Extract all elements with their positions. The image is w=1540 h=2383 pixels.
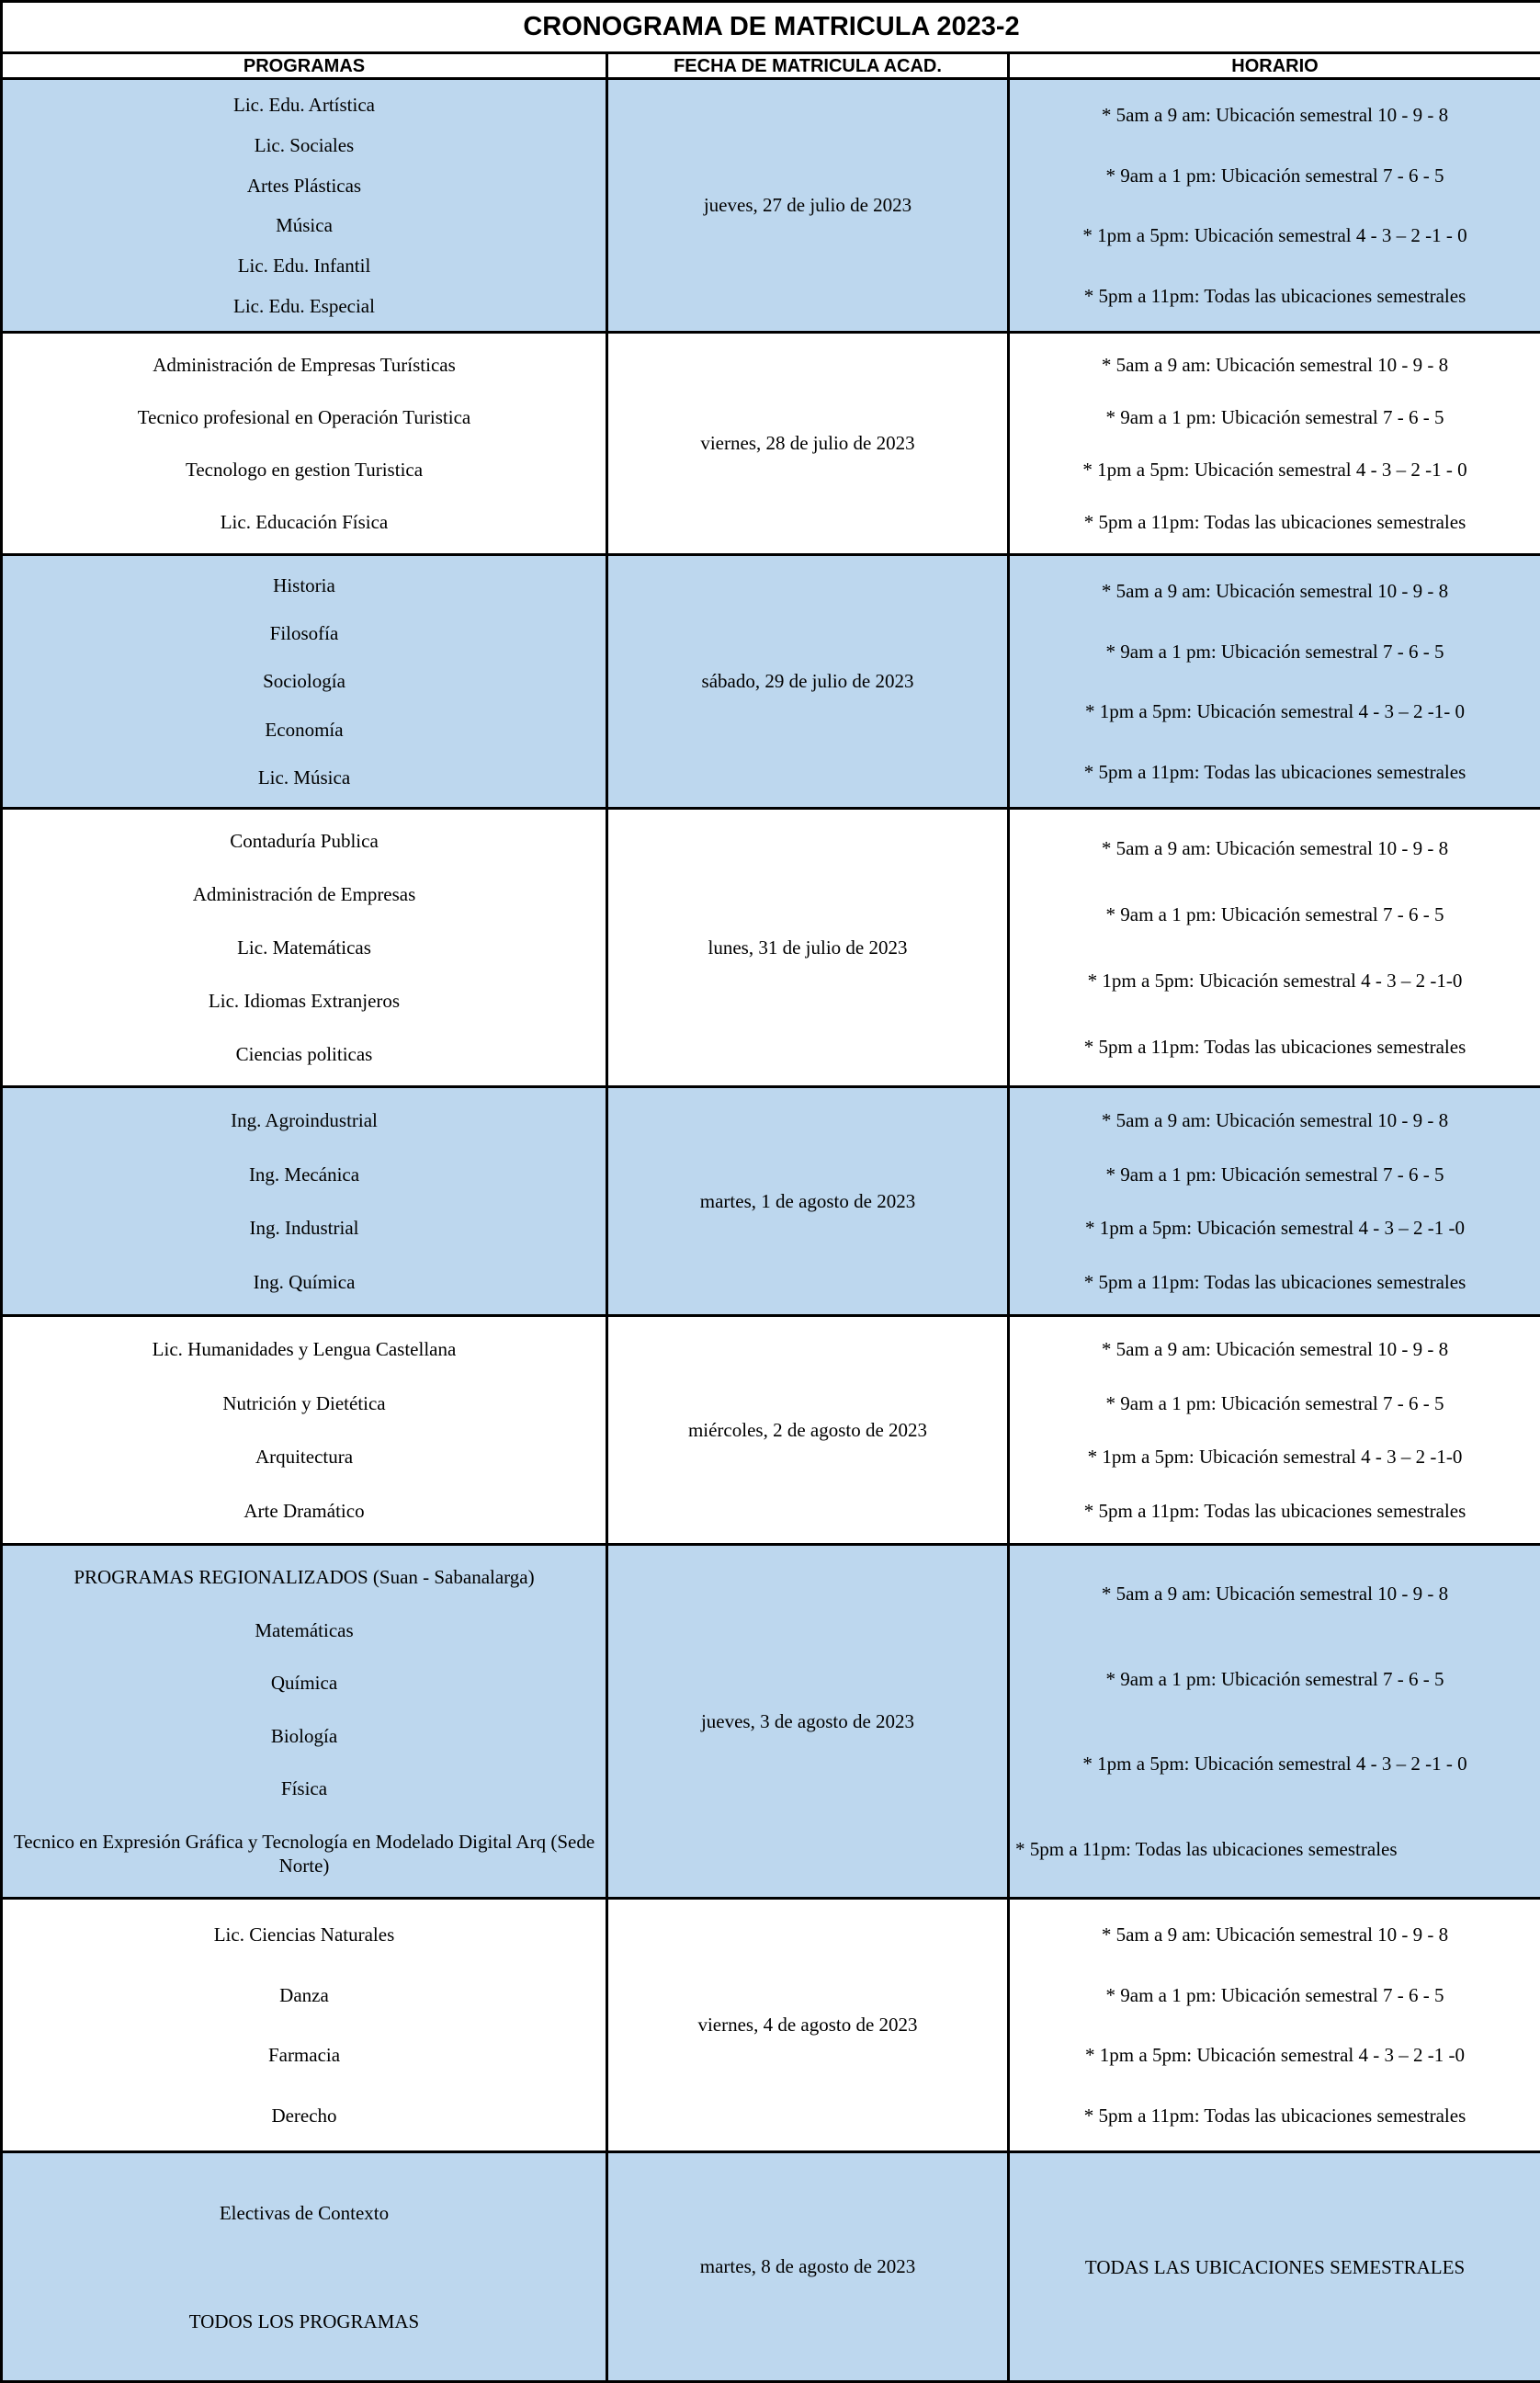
- hour-slot: * 1pm a 5pm: Ubicación semestral 4 - 3 – 2 -1 - 0: [1082, 224, 1467, 247]
- program-item: Ing. Mecánica: [248, 1163, 360, 1186]
- program-item: Lic. Idiomas Extranjeros: [208, 989, 401, 1012]
- table-row: [2, 1316, 1540, 1545]
- hours-list: [1015, 2159, 1534, 2376]
- program-item: Arquitectura: [255, 1446, 354, 1469]
- program-item: Derecho: [271, 2104, 337, 2127]
- program-item: Tecnico profesional en Operación Turistica: [137, 406, 471, 428]
- table-row: [2, 79, 1540, 333]
- programs-cell: [2, 555, 607, 809]
- program-item: Lic. Edu. Especial: [233, 294, 375, 317]
- table-row: [2, 2152, 1540, 2382]
- date-cell: miércoles, 2 de agosto de 2023: [607, 1316, 1009, 1545]
- date-cell: martes, 8 de agosto de 2023: [607, 2152, 1009, 2382]
- hours-cell: [1009, 333, 1540, 555]
- hour-slot: * 9am a 1 pm: Ubicación semestral 7 - 6 - 5: [1105, 640, 1444, 663]
- table-row: [2, 1545, 1540, 1899]
- programs-cell: [2, 1545, 607, 1899]
- programs-cell: [2, 2152, 607, 2382]
- program-item: Electivas de Contexto: [219, 2201, 390, 2224]
- hours-list: [1015, 1905, 1534, 2146]
- hour-slot: * 9am a 1 pm: Ubicación semestral 7 - 6 - 5: [1105, 1163, 1444, 1186]
- hour-slot: * 9am a 1 pm: Ubicación semestral 7 - 6 - 5: [1105, 406, 1444, 428]
- date-cell: sábado, 29 de julio de 2023: [607, 555, 1009, 809]
- hours-cell: [1009, 555, 1540, 809]
- date-cell: jueves, 3 de agosto de 2023: [607, 1545, 1009, 1899]
- hour-slot: * 1pm a 5pm: Ubicación semestral 4 - 3 – 2 -1 - 0: [1082, 459, 1467, 481]
- program-item: Lic. Sociales: [254, 133, 355, 156]
- programs-list: [10, 1094, 598, 1310]
- hour-slot: TODAS LAS UBICACIONES SEMESTRALES: [1084, 2255, 1466, 2278]
- programs-list: [10, 1322, 598, 1538]
- program-item: Lic. Edu. Artística: [233, 94, 375, 117]
- programs-cell: [2, 1087, 607, 1316]
- hours-list: [1015, 562, 1534, 802]
- table-row: [2, 333, 1540, 555]
- hour-slot: * 5pm a 11pm: Todas las ubicaciones semestrales: [1083, 2104, 1466, 2127]
- hours-list: [1015, 1094, 1534, 1310]
- hours-list: [1015, 85, 1534, 326]
- hours-cell: [1009, 1316, 1540, 1545]
- program-item: PROGRAMAS REGIONALIZADOS (Suan - Sabanalarga): [74, 1566, 535, 1589]
- hour-slot: * 5pm a 11pm: Todas las ubicaciones semestrales: [1083, 511, 1466, 533]
- hour-slot: * 9am a 1 pm: Ubicación semestral 7 - 6 - 5: [1105, 164, 1444, 187]
- programs-cell: [2, 1899, 607, 2152]
- program-item: Ing. Agroindustrial: [231, 1108, 378, 1131]
- program-item: Danza: [279, 1983, 329, 2006]
- hours-list: [1015, 339, 1534, 549]
- hour-slot: * 5pm a 11pm: Todas las ubicaciones semestrales: [1083, 760, 1466, 783]
- date-cell: viernes, 4 de agosto de 2023: [607, 1899, 1009, 2152]
- programs-list: [10, 1551, 598, 1892]
- hour-slot: * 5am a 9 am: Ubicación semestral 10 - 9 - 8: [1101, 1108, 1449, 1131]
- program-item: Arte Dramático: [243, 1500, 365, 1523]
- column-header-hours: HORARIO: [1009, 53, 1540, 79]
- date-cell: jueves, 27 de julio de 2023: [607, 79, 1009, 333]
- hour-slot: * 1pm a 5pm: Ubicación semestral 4 - 3 – 2 -1 -0: [1085, 1217, 1465, 1240]
- program-item: Tecnologo en gestion Turistica: [185, 459, 424, 481]
- hours-cell: [1009, 809, 1540, 1087]
- program-item: Contaduría Publica: [230, 830, 379, 853]
- hour-slot: * 5am a 9 am: Ubicación semestral 10 - 9 - 8: [1101, 354, 1449, 376]
- program-item: Ciencias politicas: [235, 1042, 373, 1065]
- schedule-rows: [2, 79, 1540, 2382]
- programs-list: [10, 339, 598, 549]
- hour-slot: * 9am a 1 pm: Ubicación semestral 7 - 6 - 5: [1105, 1667, 1444, 1690]
- programs-list: [10, 85, 598, 326]
- hour-slot: * 1pm a 5pm: Ubicación semestral 4 - 3 – 2 -1 - 0: [1082, 1753, 1467, 1776]
- hours-cell: [1009, 79, 1540, 333]
- table-row: [2, 809, 1540, 1087]
- hour-slot: * 5am a 9 am: Ubicación semestral 10 - 9 - 8: [1101, 1337, 1449, 1360]
- hour-slot: * 5am a 9 am: Ubicación semestral 10 - 9 - 8: [1101, 104, 1449, 127]
- program-item: Economía: [265, 718, 344, 741]
- programs-cell: [2, 79, 607, 333]
- page-title: CRONOGRAMA DE MATRICULA 2023-2: [2, 2, 1540, 53]
- hours-cell: [1009, 2152, 1540, 2382]
- hour-slot: * 5am a 9 am: Ubicación semestral 10 - 9 - 8: [1101, 836, 1449, 859]
- date-cell: martes, 1 de agosto de 2023: [607, 1087, 1009, 1316]
- programs-cell: [2, 1316, 607, 1545]
- hour-slot: * 5am a 9 am: Ubicación semestral 10 - 9 - 8: [1101, 1923, 1449, 1946]
- program-item: Lic. Música: [257, 766, 351, 789]
- hour-slot: * 9am a 1 pm: Ubicación semestral 7 - 6 - 5: [1105, 1983, 1444, 2006]
- table-row: [2, 1087, 1540, 1316]
- program-item: Lic. Ciencias Naturales: [213, 1923, 395, 1946]
- programs-cell: [2, 809, 607, 1087]
- hour-slot: * 5pm a 11pm: Todas las ubicaciones semestrales: [1083, 1036, 1466, 1059]
- program-item: Administración de Empresas Turísticas: [153, 354, 456, 376]
- program-item: Química: [270, 1672, 338, 1695]
- program-item: Artes Plásticas: [246, 174, 362, 197]
- column-header-programs: PROGRAMAS: [2, 53, 607, 79]
- program-item: Historia: [273, 573, 335, 596]
- hour-slot: * 1pm a 5pm: Ubicación semestral 4 - 3 – 2 -1- 0: [1085, 700, 1465, 723]
- program-item: Lic. Educación Física: [220, 511, 389, 533]
- program-item: Matemáticas: [255, 1618, 354, 1641]
- hours-list: [1015, 1551, 1534, 1892]
- hour-slot: * 5pm a 11pm: Todas las ubicaciones semestrales: [1015, 1838, 1398, 1861]
- hour-slot: * 1pm a 5pm: Ubicación semestral 4 - 3 – 2 -1-0: [1087, 1446, 1463, 1469]
- hour-slot: * 5am a 9 am: Ubicación semestral 10 - 9 - 8: [1101, 580, 1449, 603]
- date-cell: lunes, 31 de julio de 2023: [607, 809, 1009, 1087]
- program-item: Farmacia: [267, 2044, 341, 2067]
- program-item: Biología: [270, 1724, 338, 1747]
- table-row: [2, 555, 1540, 809]
- program-item: Sociología: [263, 670, 345, 693]
- program-item: Filosofía: [269, 622, 339, 645]
- hours-list: [1015, 1322, 1534, 1538]
- hour-slot: * 9am a 1 pm: Ubicación semestral 7 - 6 - 5: [1105, 1391, 1444, 1414]
- table-row: [2, 1899, 1540, 2152]
- program-item: Física: [280, 1777, 328, 1800]
- programs-list: [10, 562, 598, 802]
- hours-cell: [1009, 1899, 1540, 2152]
- program-item: Ing. Industrial: [249, 1217, 359, 1240]
- hour-slot: * 5pm a 11pm: Todas las ubicaciones semestrales: [1083, 1271, 1466, 1294]
- programs-list: [10, 815, 598, 1081]
- program-item: Nutrición y Dietética: [222, 1391, 386, 1414]
- hours-list: [1015, 815, 1534, 1081]
- hours-cell: [1009, 1545, 1540, 1899]
- program-item: TODOS LOS PROGRAMAS: [188, 2309, 420, 2332]
- hour-slot: * 5pm a 11pm: Todas las ubicaciones semestrales: [1083, 1500, 1466, 1523]
- program-item: Música: [276, 214, 333, 237]
- date-cell: viernes, 28 de julio de 2023: [607, 333, 1009, 555]
- program-item: Administración de Empresas: [192, 883, 416, 906]
- program-item: Lic. Humanidades y Lengua Castellana: [152, 1337, 457, 1360]
- hours-cell: [1009, 1087, 1540, 1316]
- hour-slot: * 1pm a 5pm: Ubicación semestral 4 - 3 – 2 -1-0: [1087, 970, 1463, 993]
- hour-slot: * 5pm a 11pm: Todas las ubicaciones semestrales: [1083, 284, 1466, 307]
- column-header-date: FECHA DE MATRICULA ACAD.: [607, 53, 1009, 79]
- hour-slot: * 9am a 1 pm: Ubicación semestral 7 - 6 - 5: [1105, 902, 1444, 925]
- program-item: Lic. Matemáticas: [237, 936, 371, 959]
- hour-slot: * 5am a 9 am: Ubicación semestral 10 - 9 - 8: [1101, 1582, 1449, 1605]
- hour-slot: * 1pm a 5pm: Ubicación semestral 4 - 3 – 2 -1 -0: [1085, 2044, 1465, 2067]
- programs-cell: [2, 333, 607, 555]
- program-item: Tecnico en Expresión Gráfica y Tecnología en Modelado Digital Arq (Sede Norte): [13, 1830, 595, 1877]
- program-item: Ing. Química: [253, 1271, 356, 1294]
- programs-list: [10, 2159, 598, 2376]
- program-item: Lic. Edu. Infantil: [237, 254, 371, 277]
- programs-list: [10, 1905, 598, 2146]
